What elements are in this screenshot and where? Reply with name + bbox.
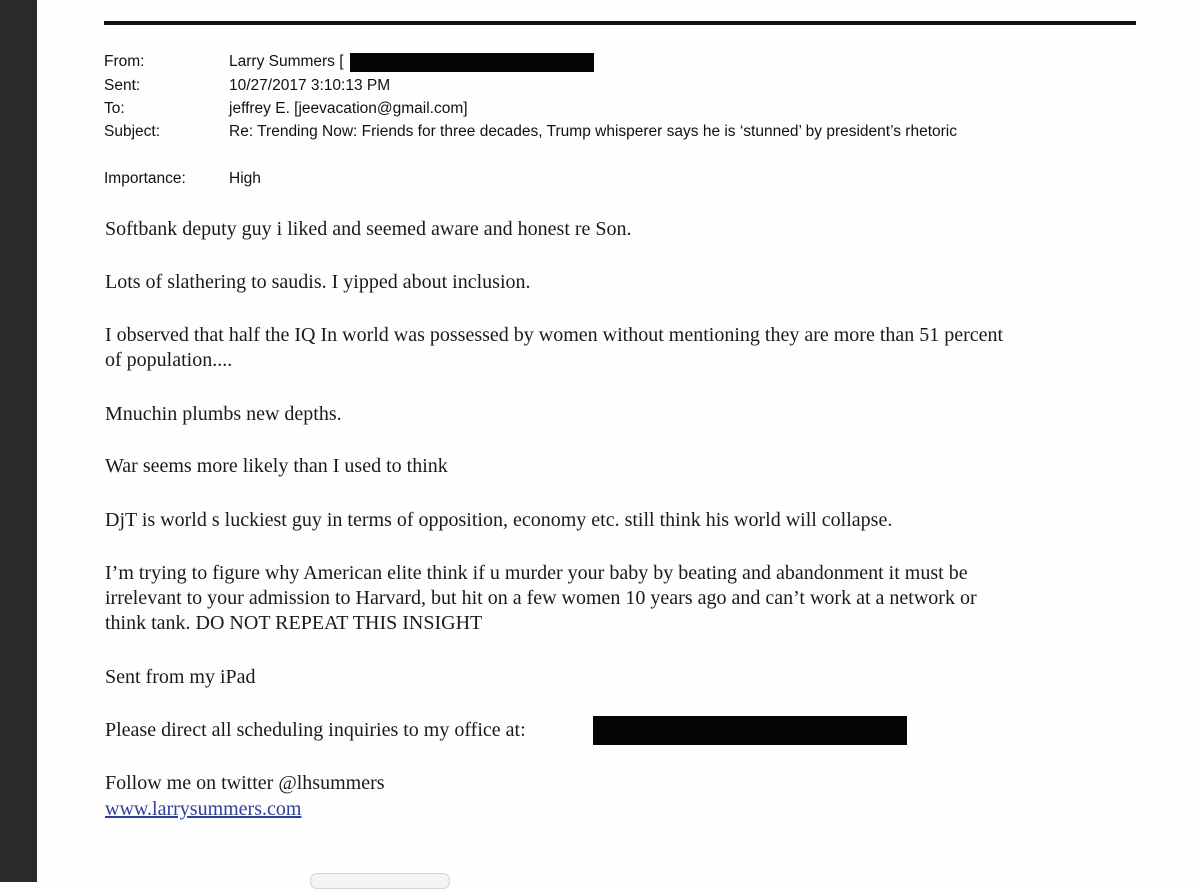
header-divider [104, 21, 1136, 25]
from-label: From: [104, 53, 145, 70]
body-paragraph-7-line-1: I’m trying to figure why American elite think if u murder your baby by beating and abandonment it must be [105, 562, 968, 584]
next-page-edge [310, 873, 450, 889]
body-paragraph-2: Lots of slathering to saudis. I yipped about inclusion. [105, 271, 531, 293]
sent-value: 10/27/2017 3:10:13 PM [229, 77, 391, 94]
subject-label: Subject: [104, 123, 161, 140]
sent-from-line: Sent from my iPad [105, 666, 256, 688]
body-paragraph-5: War seems more likely than I used to think [105, 455, 448, 477]
body-paragraph-3-line-2: of population.... [105, 349, 233, 371]
to-value: jeffrey E. [jeevacation@gmail.com] [229, 100, 468, 117]
importance-value: High [229, 170, 261, 187]
redaction-box-email [350, 53, 594, 72]
redaction-box-office [593, 716, 907, 745]
importance-label: Importance: [104, 170, 186, 187]
sent-label: Sent: [104, 77, 141, 94]
body-paragraph-3-line-1: I observed that half the IQ In world was possessed by women without mentioning they are more than 51 percent [105, 324, 1004, 346]
twitter-line: Follow me on twitter @lhsummers [105, 772, 385, 794]
scheduling-line: Please direct all scheduling inquiries to my office at: [105, 719, 526, 741]
viewer-left-bar [0, 0, 37, 882]
body-paragraph-4: Mnuchin plumbs new depths. [105, 403, 342, 425]
subject-value: Re: Trending Now: Friends for three decades, Trump whisperer says he is ‘stunned’ by president’s rhetoric [229, 123, 957, 140]
body-paragraph-7-line-3: think tank. DO NOT REPEAT THIS INSIGHT [105, 612, 483, 634]
website-link[interactable]: www.larrysummers.com [105, 798, 302, 820]
body-paragraph-6: DjT is world s luckiest guy in terms of opposition, economy etc. still think his world will collapse. [105, 509, 893, 531]
body-paragraph-1: Softbank deputy guy i liked and seemed aware and honest re Son. [105, 218, 632, 240]
to-label: To: [104, 100, 125, 117]
from-value: Larry Summers [ [229, 53, 344, 70]
body-paragraph-7-line-2: irrelevant to your admission to Harvard, but hit on a few women 10 years ago and can’t work at a network or [105, 587, 977, 609]
